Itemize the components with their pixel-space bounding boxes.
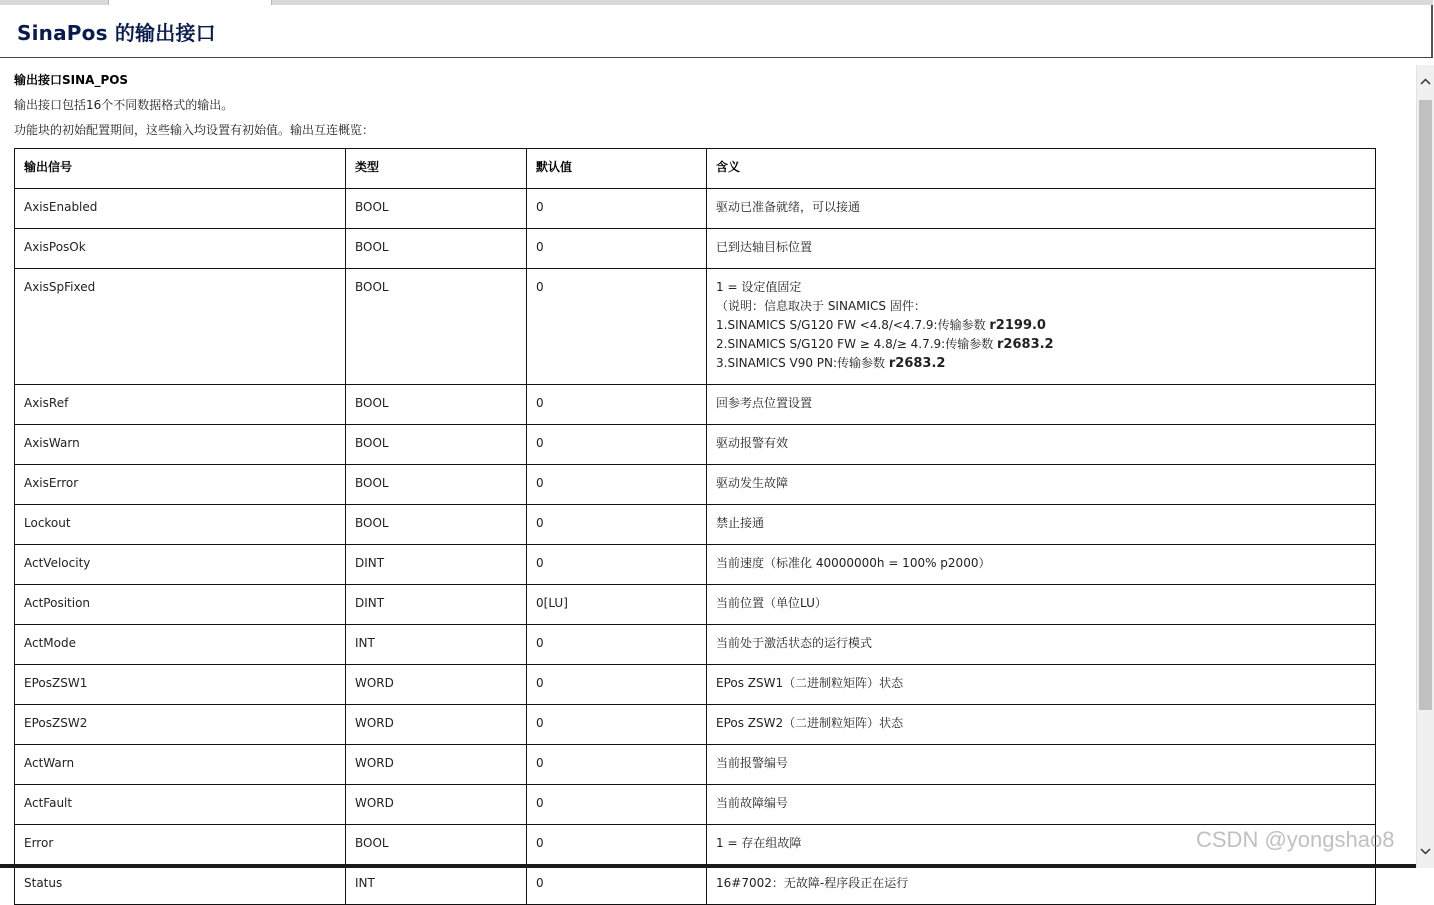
cell-default: 0: [527, 705, 707, 745]
cell-type: DINT: [346, 545, 527, 585]
cell-signal: EPosZSW1: [15, 665, 346, 705]
cell-signal: AxisRef: [15, 385, 346, 425]
cell-signal: ActVelocity: [15, 545, 346, 585]
cell-type: BOOL: [346, 465, 527, 505]
cell-default: 0: [527, 865, 707, 905]
cell-meaning: 禁止接通: [707, 505, 1376, 545]
cell-meaning: 已到达轴目标位置: [707, 229, 1376, 269]
cell-type: BOOL: [346, 269, 527, 385]
cell-type: BOOL: [346, 229, 527, 269]
cell-signal: Status: [15, 865, 346, 905]
cell-signal: ActFault: [15, 785, 346, 825]
cell-default: 0: [527, 505, 707, 545]
table-row: [15, 745, 1376, 785]
cell-meaning: 当前处于激活状态的运行模式: [707, 625, 1376, 665]
meaning-note-line: [716, 316, 1366, 335]
cell-default: 0: [527, 425, 707, 465]
overview-paragraph: 功能块的初始配置期间，这些输入均设置有初始值。输出互连概览：: [14, 123, 375, 137]
cell-default: 0[LU]: [527, 585, 707, 625]
cell-meaning: EPos ZSW1（二进制粒矩阵）状态: [707, 665, 1376, 705]
table-row: [15, 189, 1376, 229]
note-text: 1.SINAMICS S/G120 FW <4.8/<4.7.9:传输参数: [716, 318, 990, 332]
header-signal: 输出信号: [15, 149, 346, 189]
cell-default: 0: [527, 465, 707, 505]
section-title: 输出接口SINA_POS: [14, 73, 129, 87]
cell-default: 0: [527, 785, 707, 825]
cell-signal: AxisError: [15, 465, 346, 505]
cell-meaning: 驱动报警有效: [707, 425, 1376, 465]
content-area: [0, 58, 1416, 890]
cell-default: 0: [527, 665, 707, 705]
cell-signal: EPosZSW2: [15, 705, 346, 745]
cell-type: BOOL: [346, 425, 527, 465]
meaning-text: 1 = 设定值固定: [716, 280, 802, 294]
table-row: [15, 585, 1376, 625]
cell-type: BOOL: [346, 825, 527, 865]
cell-signal: AxisPosOk: [15, 229, 346, 269]
cell-signal: Error: [15, 825, 346, 865]
table-row: [15, 465, 1376, 505]
cell-default: 0: [527, 229, 707, 269]
cell-meaning: 驱动已准备就绪，可以接通: [707, 189, 1376, 229]
cell-signal: ActMode: [15, 625, 346, 665]
cell-type: WORD: [346, 665, 527, 705]
cell-default: 0: [527, 269, 707, 385]
cell-signal: Lockout: [15, 505, 346, 545]
watermark: CSDN @yongshao8: [1196, 827, 1395, 852]
cell-default: 0: [527, 545, 707, 585]
chevron-up-icon[interactable]: [1417, 65, 1434, 98]
cell-type: DINT: [346, 585, 527, 625]
cell-type: INT: [346, 625, 527, 665]
cell-type: WORD: [346, 705, 527, 745]
bottom-edge: [0, 864, 1416, 868]
cell-meaning: 1 = 存在组故障: [707, 825, 1376, 865]
parameter-number: r2683.2: [997, 337, 1054, 352]
table-row: [15, 665, 1376, 705]
table-row: [15, 825, 1376, 865]
cell-meaning: 回参考点位置设置: [707, 385, 1376, 425]
note-text: （说明：信息取决于 SINAMICS 固件：: [716, 299, 926, 313]
cell-signal: AxisWarn: [15, 425, 346, 465]
table-body: [15, 189, 1376, 905]
table-row: [15, 385, 1376, 425]
cell-meaning: 驱动发生故障: [707, 465, 1376, 505]
cell-default: 0: [527, 745, 707, 785]
table-row: [15, 505, 1376, 545]
cell-meaning: 当前位置（单位LU）: [707, 585, 1376, 625]
cell-type: BOOL: [346, 385, 527, 425]
table-row: [15, 705, 1376, 745]
cell-meaning: 当前速度（标准化 40000000h = 100% p2000）: [707, 545, 1376, 585]
table-row: [15, 229, 1376, 269]
output-signal-table: [14, 148, 1376, 905]
note-text: 2.SINAMICS S/G120 FW ≥ 4.8/≥ 4.7.9:传输参数: [716, 337, 998, 351]
meaning-note-line: [716, 297, 1366, 316]
meaning-note-line: [716, 354, 1366, 373]
cell-type: WORD: [346, 785, 527, 825]
scroll-thumb[interactable]: [1419, 100, 1432, 710]
table-row: [15, 269, 1376, 385]
parameter-number: r2199.0: [989, 318, 1046, 333]
cell-default: 0: [527, 385, 707, 425]
title-bar: [0, 5, 1433, 58]
cell-meaning: 当前故障编号: [707, 785, 1376, 825]
header-type: 类型: [346, 149, 527, 189]
table-row: [15, 545, 1376, 585]
vertical-scrollbar[interactable]: [1416, 65, 1434, 868]
intro-paragraph: 输出接口包括16个不同数据格式的输出。: [14, 98, 234, 112]
cell-type: BOOL: [346, 189, 527, 229]
cell-signal: AxisEnabled: [15, 189, 346, 229]
cell-default: 0: [527, 625, 707, 665]
meaning-note-line: [716, 335, 1366, 354]
cell-type: WORD: [346, 745, 527, 785]
cell-meaning: 当前报警编号: [707, 745, 1376, 785]
parameter-number: r2683.2: [888, 356, 946, 371]
note-text: 3.SINAMICS V90 PN:传输参数: [716, 356, 889, 370]
cell-meaning: [707, 269, 1376, 385]
table-row: [15, 625, 1376, 665]
cell-meaning: 16#7002：无故障-程序段正在运行: [707, 865, 1376, 905]
cell-type: INT: [346, 865, 527, 905]
cell-signal: ActWarn: [15, 745, 346, 785]
table-row: [15, 425, 1376, 465]
page-title: SinaPos 的输出接口: [17, 21, 216, 45]
cell-default: 0: [527, 825, 707, 865]
chevron-down-icon[interactable]: [1417, 835, 1434, 868]
cell-meaning: EPos ZSW2（二进制粒矩阵）状态: [707, 705, 1376, 745]
header-meaning: 含义: [707, 149, 1376, 189]
cell-signal: ActPosition: [15, 585, 346, 625]
header-default: 默认值: [527, 149, 707, 189]
cell-signal: AxisSpFixed: [15, 269, 346, 385]
table-row: [15, 865, 1376, 905]
cell-default: 0: [527, 189, 707, 229]
table-row: [15, 785, 1376, 825]
cell-type: BOOL: [346, 505, 527, 545]
table-header-row: [15, 149, 1376, 189]
